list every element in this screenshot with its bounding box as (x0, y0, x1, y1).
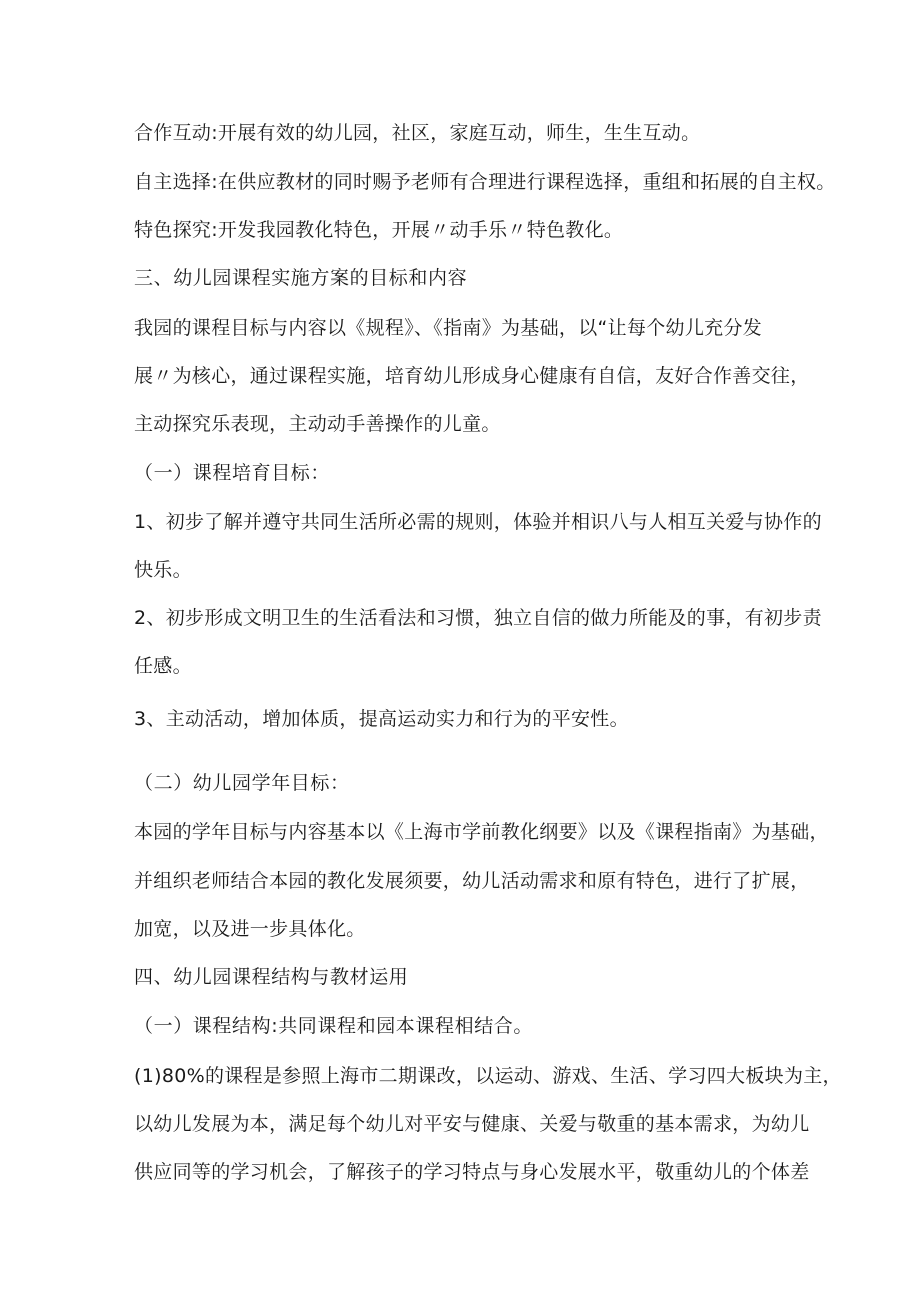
paragraph-line: 本园的学年目标与内容基本以《上海市学前教化纲要》以及《课程指南》为基础， (134, 821, 829, 843)
paragraph-line: 我园的课程目标与内容以《规程》、《指南》为基础，以“让每个幼儿充分发 (134, 317, 763, 339)
text-line-autonomy: 自主选择:在供应教材的同时赐予老师有合理进行课程选择，重组和拓展的自主权。 (134, 171, 836, 193)
paragraph-line: 并组织老师结合本园的教化发展须要，幼儿活动需求和原有特色，进行了扩展， (134, 870, 810, 892)
subsection-heading-1: （一）课程培育目标： (134, 462, 331, 484)
subsection-heading-2: （二）幼儿园学年目标： (134, 772, 350, 794)
paragraph-line: 供应同等的学习机会，了解孩子的学习特点与身心发展水平，敬重幼儿的个体差 (134, 1161, 810, 1183)
paragraph-line: 展〃为核心，通过课程实施，培育幼儿形成身心健康有自信，友好合作善交往， (134, 365, 810, 387)
section-heading-3: 三、幼儿园课程实施方案的目标和内容 (134, 267, 468, 289)
section-heading-4: 四、幼儿园课程结构与教材运用 (134, 966, 409, 988)
text-line-cooperation: 合作互动:开展有效的幼儿园，社区，家庭互动，师生，生生互动。 (134, 122, 701, 144)
list-item-3: 3、主动活动，增加体质，提高运动实力和行为的平安性。 (134, 708, 629, 730)
list-item-1: 1、初步了解并遵守共同生活所必需的规则，体验并相识八与人相互关爱与协作的 (134, 511, 822, 533)
list-item-1-continued: 快乐。 (134, 559, 192, 581)
paragraph-line: (1)80%的课程是参照上海市二期课改，以运动、游戏、生活、学习四大板块为主， (134, 1065, 842, 1087)
paragraph-line: 主动探究乐表现，主动动手善操作的儿童。 (134, 413, 501, 435)
text-line-feature: 特色探究:开发我园教化特色，开展〃动手乐〃特色教化。 (134, 219, 624, 241)
paragraph-line: 加宽，以及进一步具体化。 (134, 918, 366, 940)
subsection-heading-structure: （一）课程结构:共同课程和园本课程相结合。 (134, 1015, 534, 1037)
paragraph-line: 以幼儿发展为本，满足每个幼儿对平安与健康、关爱与敬重的基本需求，为幼儿 (134, 1113, 810, 1135)
list-item-2-continued: 任感。 (134, 655, 192, 677)
list-item-2: 2、初步形成文明卫生的生活看法和习惯，独立自信的做力所能及的事，有初步责 (134, 607, 822, 629)
